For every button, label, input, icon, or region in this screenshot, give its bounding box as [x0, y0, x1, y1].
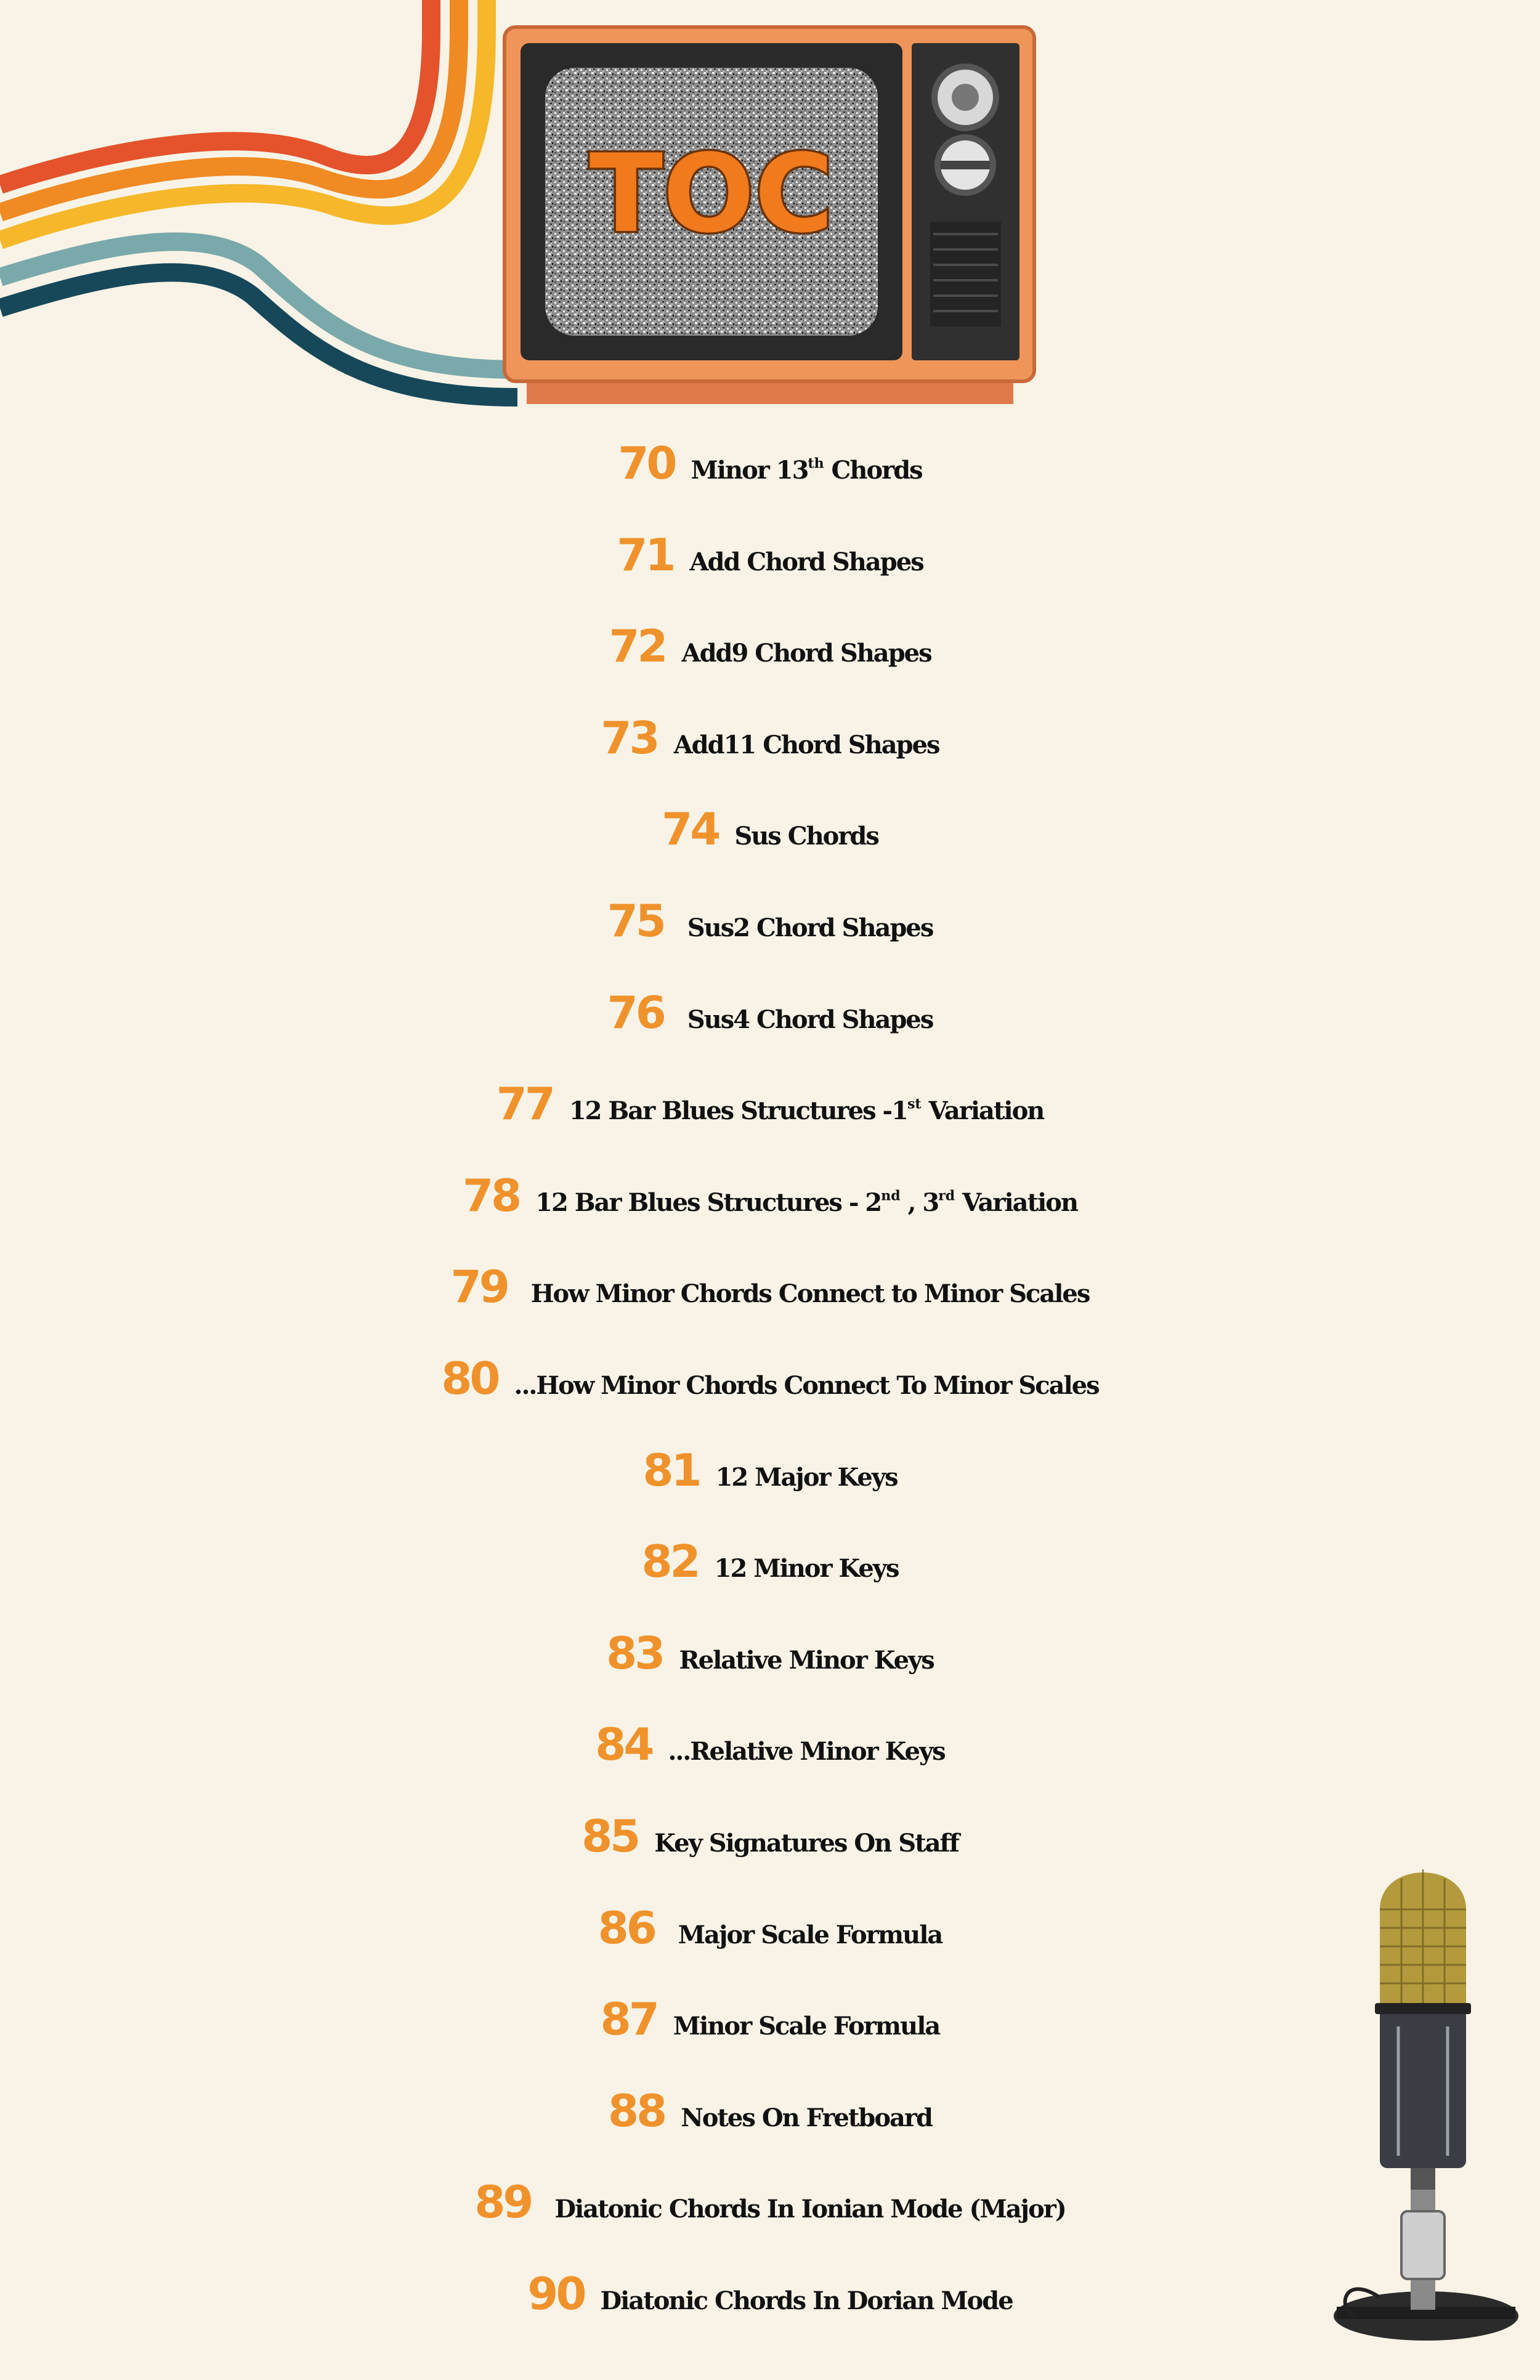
toc-page-number: 89 [474, 2176, 532, 2228]
toc-entry [0, 1241, 1540, 1333]
toc-entry [0, 2248, 1540, 2340]
toc-entry-title: Diatonic Chords In Dorian Mode [600, 2286, 1013, 2315]
toc-entry-title: Major Scale Formula [670, 1920, 942, 1949]
toc-entry-title-continued: , 3 [900, 1188, 939, 1217]
toc-entry-title: 12 Minor Keys [714, 1554, 899, 1584]
tv-stand [527, 383, 1013, 404]
tv-icon [502, 25, 1038, 410]
toc-entry-title: Add11 Chord Shapes [673, 730, 939, 759]
toc-entry-superscript: th [808, 455, 824, 472]
toc-entry-title: Minor Scale Formula [673, 2012, 940, 2041]
retro-stripes-decoration [0, 0, 530, 431]
toc-page-number: 77 [496, 1078, 553, 1130]
toc-entry [0, 1058, 1540, 1150]
toc-entry-title: Add Chord Shapes [689, 547, 923, 577]
toc-page-number: 70 [618, 437, 675, 489]
stripe-navy [0, 272, 517, 397]
toc-page-number: 80 [441, 1352, 498, 1404]
toc-entry-superscript: st [907, 1096, 922, 1112]
toc-entry-title: Sus2 Chord Shapes [679, 913, 933, 942]
toc-page-number: 84 [595, 1718, 652, 1771]
toc-entry-title: ...Relative Minor Keys [668, 1737, 945, 1767]
toc-page-number: 85 [582, 1810, 639, 1862]
toc-entry-title: 12 Major Keys [715, 1462, 898, 1492]
toc-entry [0, 1425, 1540, 1516]
toc-page-number: 71 [617, 528, 674, 581]
toc-entry-title: Diatonic Chords In Ionian Mode (Major) [547, 2195, 1066, 2224]
toc-page-number: 82 [641, 1536, 699, 1588]
toc-entry-title: 12 Bar Blues Structures -1 [569, 1096, 907, 1126]
tv-screen-text: TOC [589, 132, 834, 257]
toc-entry-title-continued: Chords [824, 456, 922, 485]
toc-entry [0, 1608, 1540, 1699]
toc-entry-title: Relative Minor Keys [679, 1645, 934, 1675]
toc-page-number: 87 [600, 1993, 657, 2046]
toc-page-number: 74 [662, 803, 719, 856]
toc-entry [0, 1699, 1540, 1791]
toc-entry [0, 1882, 1540, 1974]
toc-entry-title: Notes On Fretboard [681, 2103, 932, 2132]
toc-entry [0, 601, 1540, 692]
toc-entry [0, 1150, 1540, 1242]
toc-page-number: 73 [601, 711, 658, 764]
stripe-red [0, 0, 431, 185]
toc-entry [0, 418, 1540, 509]
toc-page-number: 81 [642, 1444, 700, 1496]
toc-entry [0, 1516, 1540, 1608]
toc-page-number: 79 [450, 1261, 508, 1313]
toc-page-number: 86 [598, 1901, 655, 1954]
toc-entry-title-continued: Variation [921, 1096, 1044, 1126]
toc-entry-superscript: nd [881, 1188, 901, 1204]
toc-entry [0, 783, 1540, 875]
toc-entry-title: Minor 13 [691, 456, 808, 485]
toc-list [0, 418, 1540, 2339]
toc-page-number: 88 [608, 2084, 665, 2137]
toc-page-number: 83 [606, 1627, 663, 1679]
toc-entry-title-continued: Variation [955, 1188, 1078, 1217]
toc-page-number: 78 [462, 1169, 520, 1221]
stripe-orange [0, 0, 459, 212]
toc-entry-title: ...How Minor Chords Connect To Minor Scales [514, 1370, 1099, 1400]
toc-entry [0, 692, 1540, 784]
toc-page-number: 72 [609, 620, 666, 673]
toc-page-number: 75 [607, 894, 664, 947]
toc-page-number: 76 [607, 986, 664, 1038]
toc-entry-title: Add9 Chord Shapes [681, 639, 931, 668]
toc-entry [0, 875, 1540, 967]
toc-entry [0, 1791, 1540, 1882]
toc-entry [0, 967, 1540, 1059]
toc-entry-title: Sus Chords [734, 822, 878, 851]
toc-entry-title: How Minor Chords Connect to Minor Scales [523, 1279, 1090, 1309]
toc-entry [0, 1973, 1540, 2065]
toc-entry-superscript: rd [938, 1188, 955, 1204]
toc-page-number: 90 [527, 2267, 585, 2320]
toc-entry [0, 2156, 1540, 2248]
toc-entry [0, 1333, 1540, 1425]
toc-entry [0, 509, 1540, 601]
toc-entry [0, 2065, 1540, 2157]
toc-entry-title: Key Signatures On Staff [654, 1828, 958, 1858]
toc-entry-title: 12 Bar Blues Structures - 2 [535, 1188, 881, 1217]
toc-entry-title: Sus4 Chord Shapes [679, 1005, 933, 1034]
